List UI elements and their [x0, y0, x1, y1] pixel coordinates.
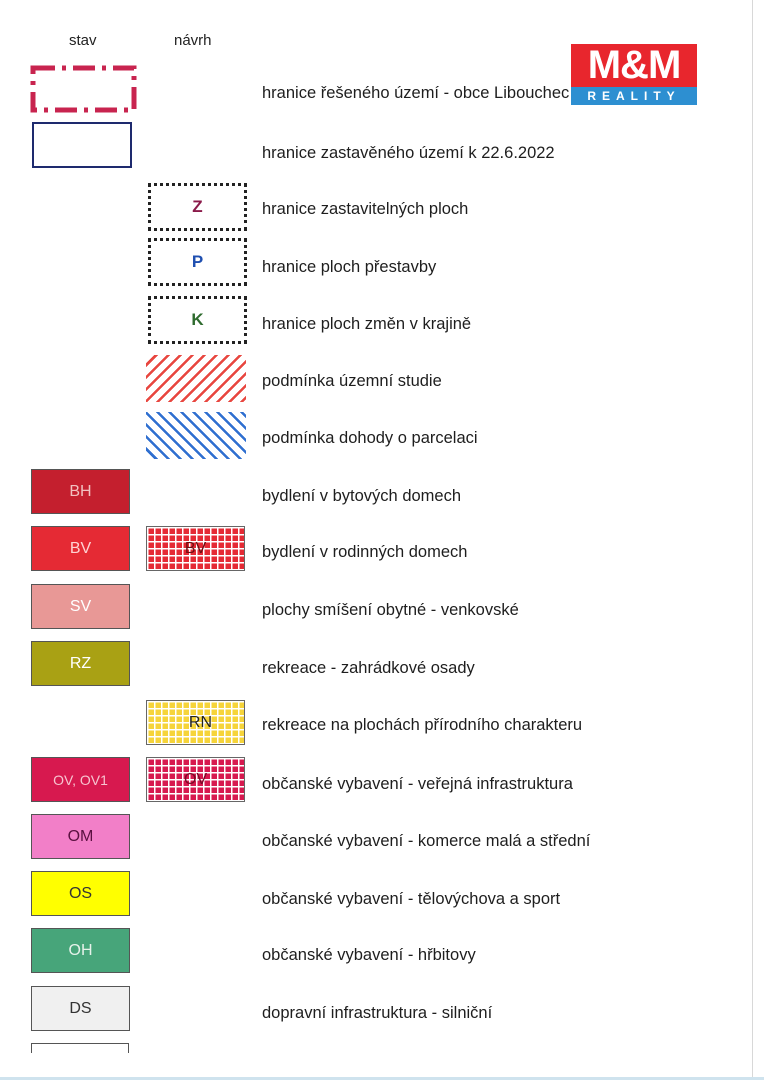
zone-swatch-rz-stav [31, 641, 130, 686]
zone-swatch-sv-stav [31, 584, 130, 629]
landscape-boundary-symbol [148, 296, 247, 344]
legend-label-redevelopment: hranice ploch přestavby [262, 258, 437, 276]
legend-label-territorial-study: podmínka územní studie [262, 372, 442, 390]
zone-code: OM [67, 827, 94, 845]
zone-code: RN [188, 713, 212, 731]
zone-swatch-ds-stav [31, 986, 130, 1031]
page-edge-line [752, 0, 753, 1080]
zone-swatch-bv-navrh [146, 526, 245, 571]
column-header-stav: stav [69, 32, 97, 49]
zone-code: SV [69, 597, 92, 615]
buildable-code: Z [192, 197, 203, 216]
legend-label-buildable: hranice zastavitelných ploch [262, 200, 469, 218]
redevelopment-boundary-symbol [148, 238, 247, 286]
legend-label-zone: občanské vybavení - veřejná infrastruktura [262, 775, 573, 793]
cut-off-swatch [31, 1043, 129, 1053]
zone-code: BH [69, 482, 92, 500]
logo-bottom-text: REALITY [571, 87, 697, 105]
zone-code: OV [183, 770, 208, 788]
column-header-navrh: návrh [174, 32, 212, 49]
zone-code: OV, OV1 [53, 771, 108, 788]
landscape-code: K [191, 310, 204, 329]
zone-code: DS [69, 999, 92, 1017]
parceling-agreement-hatch [146, 412, 246, 459]
zone-swatch-bv-stav [31, 526, 130, 571]
legend-label-landscape: hranice ploch změn v krajině [262, 315, 472, 333]
zone-code: OH [68, 941, 93, 959]
zone-swatch-om-stav [31, 814, 130, 859]
logo-top-text: M&M [571, 44, 697, 87]
legend-label-zone: občanské vybavení - komerce malá a střední [262, 832, 591, 850]
legend-label-zone: rekreace na plochách přírodního charakteru [262, 716, 583, 734]
mm-reality-logo [571, 44, 697, 106]
legend-label-zone: rekreace - zahrádkové osady [262, 659, 475, 677]
zone-swatch-ov-stav [31, 757, 130, 802]
zone-swatch-os-stav [31, 871, 130, 916]
zone-code: BV [69, 539, 92, 557]
zone-swatch-rn-navrh [146, 700, 245, 745]
buildable-boundary-symbol [148, 183, 247, 231]
zone-swatch-oh-stav [31, 928, 130, 973]
legend-label-zone: bydlení v bytových domech [262, 487, 462, 505]
zone-swatch-ov-navrh [146, 757, 245, 802]
zone-code: BV [184, 539, 207, 557]
solved-territory-boundary-symbol [30, 64, 138, 114]
legend-label-zone: dopravní infrastruktura - silniční [262, 1004, 493, 1022]
legend-label-zone: plochy smíšení obytné - venkovské [262, 601, 519, 619]
legend-label-parceling-agreement: podmínka dohody o parcelaci [262, 429, 478, 447]
zone-swatch-bh-stav [31, 469, 130, 514]
legend-label-zone: občanské vybavení - tělovýchova a sport [262, 890, 561, 908]
zone-code: OS [68, 884, 93, 902]
legend-label-built-up: hranice zastavěného území k 22.6.2022 [262, 144, 555, 162]
zone-code: RZ [69, 654, 92, 672]
built-up-boundary-symbol [32, 122, 132, 168]
redevelopment-code: P [191, 252, 204, 271]
legend-label-zone: občanské vybavení - hřbitovy [262, 946, 476, 964]
legend-label-solved-territory: hranice řešeného území - obce Libouchec [262, 84, 570, 102]
legend-label-zone: bydlení v rodinných domech [262, 543, 468, 561]
territorial-study-hatch [146, 355, 246, 402]
